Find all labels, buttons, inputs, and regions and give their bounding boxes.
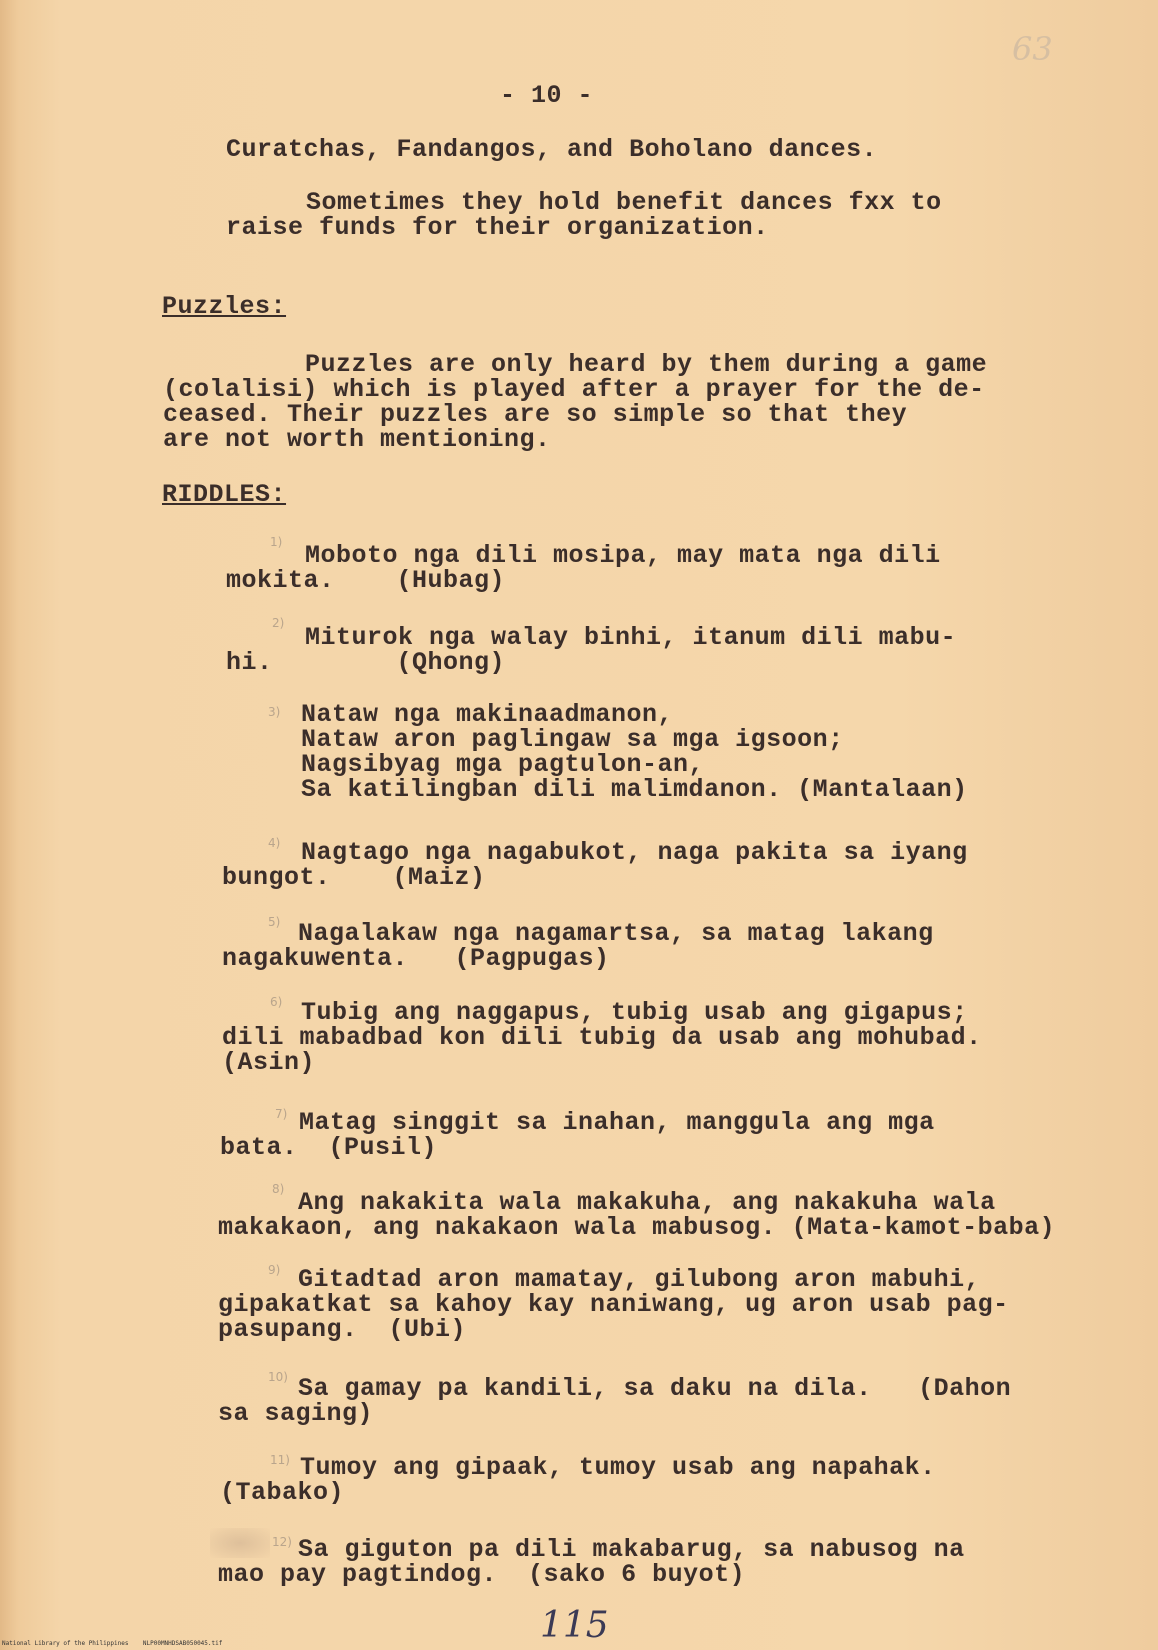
riddle-4-number: 4)	[268, 836, 281, 850]
puzzles-line-1: Puzzles are only heard by them during a game	[305, 350, 988, 379]
riddle-3-number: 3)	[268, 705, 281, 719]
puzzles-line-2: (colalisi) which is played after a prayer for the de-	[163, 375, 985, 404]
riddle-6-line-1: Tubig ang naggapus, tubig usab ang gigapus;	[301, 998, 968, 1027]
puzzles-line-4: are not worth mentioning.	[163, 425, 551, 454]
riddle-5-line-2: nagakuwenta. (Pagpugas)	[222, 944, 610, 973]
ink-smudge	[210, 1528, 270, 1558]
page-number: - 10 -	[500, 81, 594, 110]
riddles-heading: RIDDLES:	[162, 480, 287, 509]
handwritten-page-number: 115	[540, 1605, 609, 1646]
riddle-11-number: 11)	[270, 1453, 290, 1467]
riddle-5-number: 5)	[268, 915, 281, 929]
riddle-12-number: 12)	[272, 1535, 292, 1549]
riddle-12-line-2: mao pay pagtindog. (sako 6 buyot)	[218, 1560, 746, 1589]
riddle-3-line-4: Sa katilingban dili malimdanon. (Mantalaan)	[301, 775, 968, 804]
riddle-2-line-1: Miturok nga walay binhi, itanum dili mabu-	[305, 623, 957, 652]
benefit-line-1: Sometimes they hold benefit dances fxx to	[306, 188, 942, 217]
riddle-8-number: 8)	[272, 1182, 285, 1196]
riddle-7-line-2: bata. (Pusil)	[220, 1133, 438, 1162]
riddle-4-line-1: Nagtago nga nagabukot, naga pakita sa iyang	[301, 838, 968, 867]
margin-page-number: 63	[1012, 30, 1053, 68]
riddle-8-line-1: Ang nakakita wala makakuha, ang nakakuha wala	[298, 1188, 996, 1217]
riddle-7-number: 7)	[275, 1107, 288, 1121]
puzzles-heading: Puzzles:	[162, 292, 287, 321]
riddle-10-line-1: Sa gamay pa kandili, sa daku na dila. (Dahon	[298, 1374, 1012, 1403]
riddle-10-number: 10)	[268, 1370, 288, 1384]
riddle-9-line-2: gipakatkat sa kahoy kay naniwang, ug aron usab pag-	[218, 1290, 1009, 1319]
riddle-5-line-1: Nagalakaw nga nagamartsa, sa matag lakang	[298, 919, 934, 948]
intro-line: Curatchas, Fandangos, and Boholano dances.	[226, 135, 878, 164]
puzzles-line-3: ceased. Their puzzles are so simple so that they	[163, 400, 908, 429]
riddle-2-number: 2)	[272, 616, 285, 630]
riddle-3-line-1: Nataw nga makinaadmanon,	[301, 700, 674, 729]
riddle-10-line-2: sa saging)	[218, 1399, 374, 1428]
riddle-1-number: 1)	[270, 535, 283, 549]
riddle-3-line-3: Nagsibyag mga pagtulon-an,	[301, 750, 705, 779]
riddle-8-line-2: makakaon, ang nakakaon wala mabusog. (Mata-kamot-baba)	[218, 1213, 1056, 1242]
riddle-3-line-2: Nataw aron paglingaw sa mga igsoon;	[301, 725, 844, 754]
riddle-9-number: 9)	[268, 1263, 281, 1277]
riddle-1-line-1: Moboto nga dili mosipa, may mata nga dili	[305, 541, 941, 570]
archive-footer: National Library of the Philippines NLP00MNHDSAB050045.tif	[2, 1640, 223, 1647]
riddle-1-line-2: mokita. (Hubag)	[226, 566, 506, 595]
riddle-6-number: 6)	[270, 995, 283, 1009]
riddle-11-line-1: Tumoy ang gipaak, tumoy usab ang napahak.	[300, 1453, 936, 1482]
riddle-4-line-2: bungot. (Maiz)	[222, 863, 486, 892]
riddle-7-line-1: Matag singgit sa inahan, manggula ang mga	[299, 1108, 935, 1137]
riddle-9-line-3: pasupang. (Ubi)	[218, 1315, 467, 1344]
riddle-11-line-2: (Tabako)	[220, 1478, 345, 1507]
benefit-line-2: raise funds for their organization.	[226, 213, 769, 242]
riddle-6-line-2: dili mabadbad kon dili tubig da usab ang mohubad.	[222, 1023, 982, 1052]
riddle-12-line-1: Sa giguton pa dili makabarug, sa nabusog na	[298, 1535, 965, 1564]
riddle-6-line-3: (Asin)	[222, 1048, 316, 1077]
riddle-2-line-2: hi. (Qhong)	[226, 648, 506, 677]
riddle-9-line-1: Gitadtad aron mamatay, gilubong aron mabuhi,	[298, 1265, 981, 1294]
